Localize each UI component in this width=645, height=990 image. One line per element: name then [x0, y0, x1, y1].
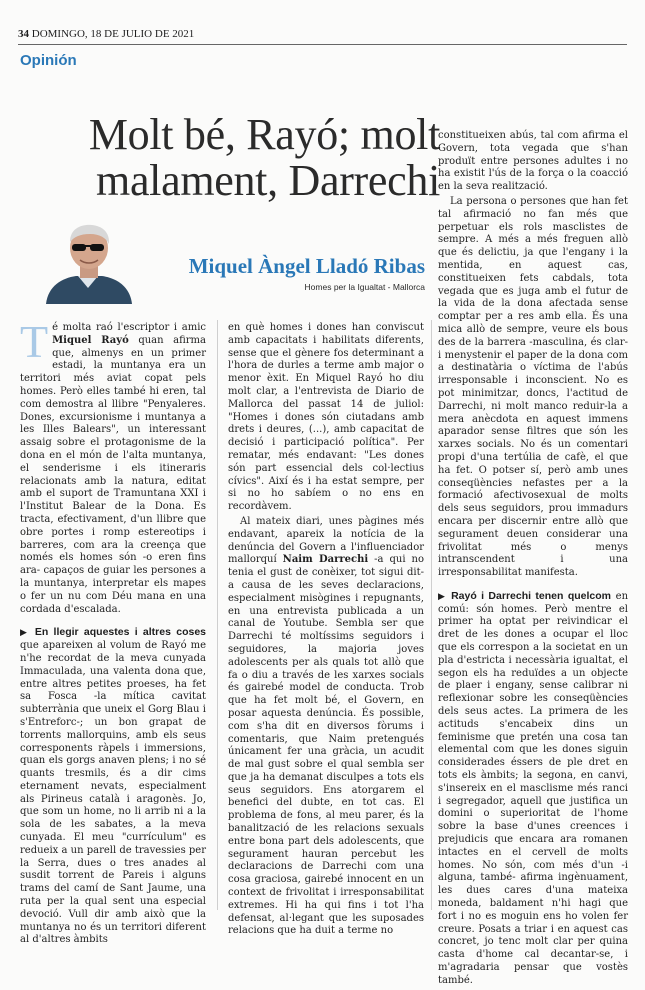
headline-line-1: Molt bé, Rayó; molt [88, 110, 440, 159]
paragraph [20, 626, 206, 947]
author-portrait-illustration [40, 218, 136, 304]
page-date: DOMINGO, 18 DE JULIO DE 2021 [31, 28, 195, 40]
paragraph [438, 590, 628, 988]
paragraph-text: que apareixen al volum de Rayó me n'he recordat de la meva cunyada Immaculada, una valenta dona que, entre altres petites proeses, ha fet sa Fosca -la mítica cavitat subterrània que uneix el Gorg Blau i s'Entreforc-; un bon grapat de torrents mallorquins, amb els seus corresponents ràpels i immersions, quan els gorgs anaven plens; i no sé quants tresmils, és a dir cims eternament nevats, especialment als Pirineus català i aragonès. Jo, que som un home, no li arrib ni a la sola de les sabates, a la meva cunyada. El meu "currículum" es redueix a un parell de travessies per la Serra, dues o tres anades al susdit torrent de Pareis i alguns trams del camí de Sant Jaume, una ruta per la qual sent una especial devoció. Vull dir amb això que la muntanya no és un territori diferent al d'altres àmbits [20, 640, 206, 946]
paragraph-text: quan afirma que, almenys en un primer estadi, la muntanya era un territori més aviat copat pels homes. Però elles també hi eren, tal com demostra al llibre "Penyaleres. Dones, excursionisme i muntanya a les Illes Balears", un interessant assaig sobre el protagonisme de la dona en el món de l'alta muntanya, el senderisme i els itineraris relacionats amb la natura, editat amb el suport de Tramuntana XXI i l'Institut Balear de la Dona. Es tracta, efectivament, d'un llibre que obre portes i romp estereotips i barreres, com ara la creença que només els homes són -o eren fins ara- capaços de guiar les persones a la muntanya, interpretar els mapes o fer un nu com Déu mana en una cordada d'escalada. [20, 334, 206, 615]
article-column-1 [20, 316, 206, 949]
page-header [18, 28, 627, 42]
paragraph [228, 516, 424, 938]
column-divider [431, 320, 432, 910]
paragraph: constitueixen abús, tal com afirma el Govern, tota vegada que s'han produït entre persones adultes i no ha existit l'ús de la força o la coacció en la seva realització. [438, 130, 628, 193]
person-name: Miquel Rayó [52, 334, 129, 346]
article-column-2 [228, 322, 424, 940]
paragraph: La persona o persones que han fet tal afirmació no fan més que perpetuar els rols masclistes de sempre. A més a més freguen allò que és delictiu, ja que l'engany i la mentida, en aquest cas, constitueixen fets cabdals, tota vegada que es juga amb el futur de la vida de la dona afectada sense comptar per a res amb ella. És una mica allò de sempre, veure els bous des de la barrera -masculina, és clar- i menystenir el paper de la dona com a destinatària o víctima de l'abús irresponsable i inconscient. No es pot minimitzar, doncs, l'actitud de Darrechi, ni molt manco reduir-la a mera anècdota en aquest immens aparador sense filtres que són les xarxes socials. No és un comentari propi d'una tertúlia de cafè, el que ha fet. O potser sí, però amb unes conseqüències nefastes per a la formació afectivosexual de molts dels seus seguidors, prou immadurs encara per discernir entre allò que segurament deuen considerar una frivolitat més o menys intranscendent i una irresponsabilitat manifesta. [438, 195, 628, 579]
author-name: Miquel Àngel Lladó Ribas [188, 254, 425, 278]
right-triangle-icon: ▶ [438, 591, 447, 602]
subheading: Rayó i Darrechi tenen quelcom [451, 589, 611, 602]
paragraph: en què homes i dones han conviscut amb capacitats i habilitats diferents, sense que el gènere fos determinant a l'hora de durles a terme amb major o menor èxit. En Miquel Rayó ho diu molt clar, a l'entrevista de Diario de Mallorca del passat 14 de juliol: "Homes i dones són ciutadans amb drets i deures, (...), amb capacitat de decisió i participació política". Per rematar, més endavant: "Les dones són part essencial dels col·lectius cívics". Així és i ha estat sempre, per si no ho sabíem o no ens en recordàvem. [228, 322, 424, 513]
byline [189, 254, 425, 292]
subheading: En llegir aquestes i altres coses [34, 626, 206, 639]
paragraph-text: -a qui no tenia el gust de conèixer, tot sigui dit- a causa de les seves declaracions, especialment misògines i repugnants, en una entrevista publicada a un canal de Youtube. Sembla ser que Darrechi té moltíssims seguidors i seguidores, la majoria joves adolescents per als quals tot allò que fa o diu a través de les xarxes socials és gairebé model de conducta. Trob que ha fet molt bé, el Govern, en posar aquesta denúncia. És possible, com s'ha dit en diversos fòrums i comentaris, que Naim pretengués únicament fer una gràcia, un acudit de mal gust sobre el qual sembla ser que ja ha demanat disculpes a tots els seus seguidors. Ens atorgarem el benefici del dubte, en tot cas. El problema de fons, al meu parer, és la banalització de les relacions sexuals entre bona part dels adolescents, que segurament hauran percebut les declaracions de Darrechi com una cosa graciosa, gairebé innocent en un context de frivolitat i irresponsabilitat extremes. Hi ha qui fins i tot l'ha defensat, al·legant que les suposades relacions que ha duit a terme no [228, 554, 424, 937]
column-divider [217, 320, 218, 910]
author-affiliation: Homes per la Igualtat - Mallorca [304, 282, 425, 292]
paragraph-text: en comú: són homes. Però mentre el primer ha optat per reivindicar el dret de les dones a ocupar el lloc que els correspon a la societat en un pla d'estricta i necessària igualtat, el segon els ha reduïdes a un objecte de plaer i engany, sense calibrar ni reflexionar sobre les conseqüències dels seus actes. La primera de les actituds s'encabeix dins un feminisme que pretén una cosa tan elemental com que les dones siguin considerades éssers de ple dret en tots els àmbits; la segona, en canvi, s'insereix en el masclisme més ranci i segregador, aquell que justifica un domini o superioritat de l'home sobre la base d'unes creences i prejudicis que encara ara romanen intactes en el cervell de molts homes. No són, com més d'un -i alguna, també- afirma ingènuament, les dues cares d'una mateixa moneda, baldament n'hi hagi que fort i no es moguin ens ho volen fer creure. Posats a triar i en aquest cas concret, jo tenc molt clar per quina casta d'home cal decantar-se, i m'agradaria pensar que vostès també. [438, 590, 629, 986]
author-photo [40, 218, 136, 304]
page-number: 34 [18, 28, 29, 40]
headline-line-2: malament, Darrechi [96, 156, 440, 205]
paragraph-text: Al mateix diari, unes pàgines més endavant, apareix la notícia de la denúncia del Govern a l'influenciador mallorquí [228, 515, 424, 566]
person-name: Naim Darrechi [282, 554, 369, 566]
headline [20, 112, 440, 204]
paragraph-text: é molta raó l'escriptor i amic [52, 322, 206, 333]
header-rule [18, 44, 627, 45]
drop-cap: T [20, 316, 49, 367]
article-column-3 [438, 130, 628, 990]
right-triangle-icon: ▶ [20, 628, 30, 639]
paragraph [20, 316, 206, 616]
section-title[interactable]: Opinión [20, 52, 77, 69]
